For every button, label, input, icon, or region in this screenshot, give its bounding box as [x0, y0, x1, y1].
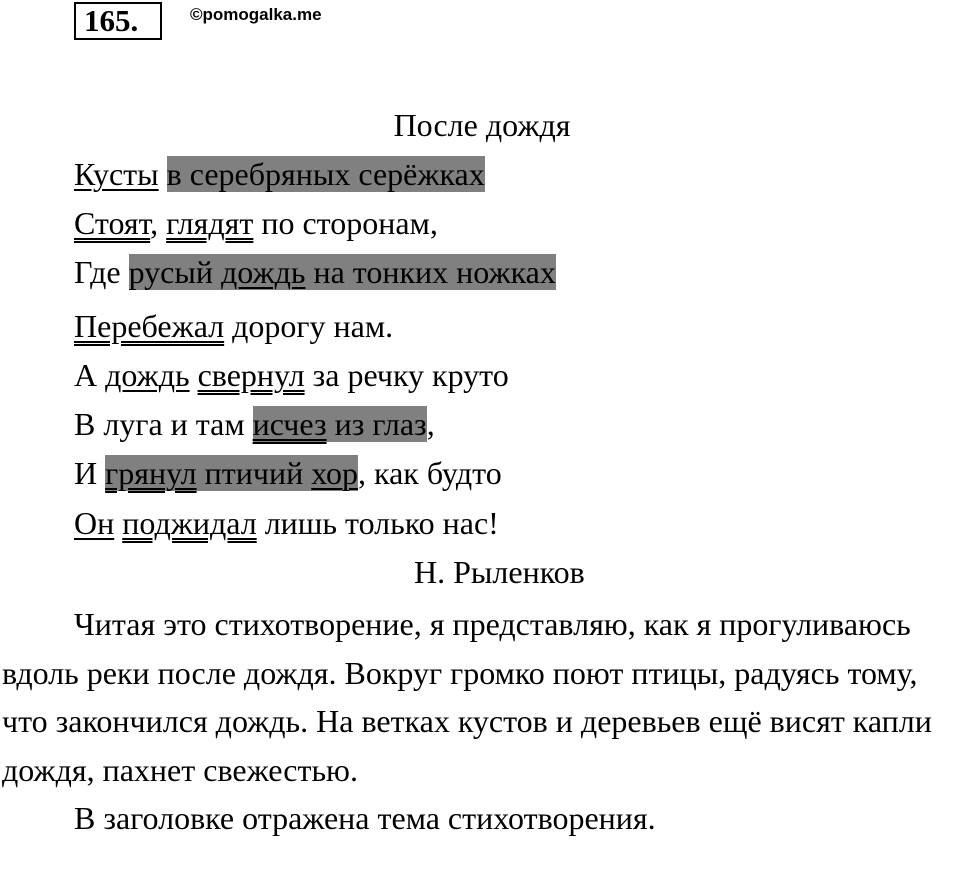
text-fragment [159, 156, 167, 192]
poem-line-5 [74, 355, 509, 395]
highlighted-phrase: в серебряных серёжках [166, 156, 485, 192]
subject: дождь [105, 357, 190, 393]
predicate: Стоят [74, 205, 151, 241]
predicate: грянул [105, 455, 197, 491]
text-fragment: лишь только нас! [256, 505, 499, 541]
subject: дождь [220, 254, 306, 290]
answer-paragraph-1: Читая это стихотворение, я представляю, как я прогуливаюсь вдоль реки после дождя. Вокруг громко поют птицы, радуясь тому, что закончился дождь. На ветках кустов и деревьев ещё висят капли дождя, пахнет свежестью. [2, 606, 932, 788]
poem-line-3 [74, 252, 556, 292]
text-fragment: из глаз [326, 406, 427, 442]
subject: Он [74, 505, 115, 541]
highlighted-phrase [105, 455, 358, 491]
text-fragment: И [74, 455, 106, 491]
text-fragment: русый [128, 254, 221, 290]
text-fragment: В луга и там [74, 406, 253, 442]
exercise-number: 165. [84, 3, 139, 38]
predicate: глядят [166, 205, 254, 241]
text-fragment [190, 357, 198, 393]
text-fragment: дорогу нам. [224, 308, 394, 344]
predicate: Перебежал [74, 308, 225, 344]
watermark: ©pomogalka.me [190, 5, 322, 24]
text-fragment: на тонких ножках [305, 254, 556, 290]
text-fragment: , [150, 205, 167, 241]
predicate: исчез [252, 406, 327, 442]
poem-line-6 [74, 404, 435, 444]
answer-paragraph-2: В заголовке отражена тема стихотворения. [74, 800, 656, 836]
poem-title: После дождя [393, 107, 571, 143]
exercise-number-box [74, 2, 162, 40]
text-fragment: Где [74, 254, 129, 290]
poem-line-7 [74, 453, 502, 493]
text-fragment: , [426, 406, 435, 442]
poem-line-4 [74, 306, 393, 346]
answer-text [2, 600, 960, 843]
text-fragment: , как будто [358, 455, 502, 491]
text-fragment: по сторонам, [253, 205, 438, 241]
highlighted-phrase [129, 254, 556, 290]
predicate: свернул [197, 357, 305, 393]
subject: Кусты [74, 156, 159, 192]
subject: хор [311, 455, 358, 491]
predicate: поджидал [122, 505, 257, 541]
text-fragment: А [74, 357, 106, 393]
poem-line-8 [74, 503, 499, 543]
poem-author: Н. Рыленков [414, 554, 585, 590]
text-fragment: птичий [196, 455, 312, 491]
poem-line-1 [74, 154, 485, 194]
poem-line-2 [74, 203, 438, 243]
text-fragment: за речку круто [304, 357, 509, 393]
highlighted-phrase [253, 406, 427, 442]
